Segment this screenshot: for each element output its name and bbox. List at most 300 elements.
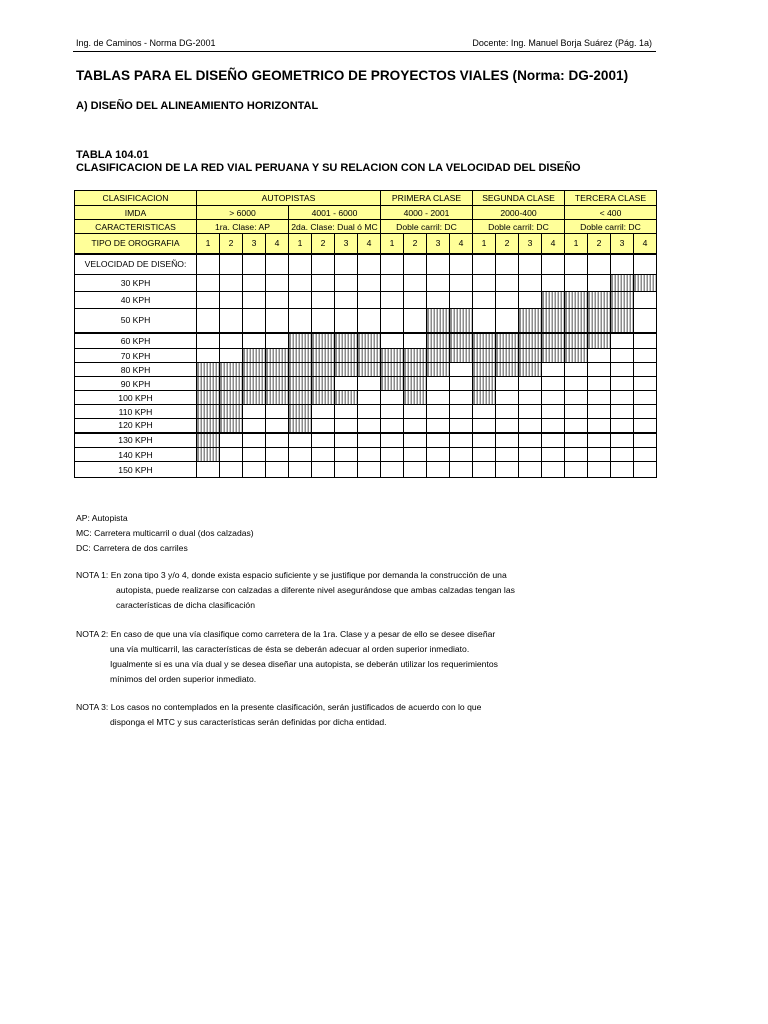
empty-cell — [335, 433, 358, 448]
empty-cell — [381, 292, 404, 309]
empty-cell — [450, 405, 473, 419]
empty-cell — [611, 419, 634, 433]
orografia-5: 1 — [289, 234, 312, 254]
shaded-cell — [197, 363, 220, 377]
shaded-cell — [519, 333, 542, 349]
shaded-cell — [358, 349, 381, 363]
empty-cell — [381, 333, 404, 349]
orografia-4: 4 — [266, 234, 289, 254]
empty-cell — [220, 333, 243, 349]
empty-cell — [289, 275, 312, 292]
speed-label: 110 KPH — [75, 405, 197, 419]
imda-primera: 4000 - 2001 — [381, 206, 473, 220]
empty-cell — [266, 433, 289, 448]
empty-cell — [404, 433, 427, 448]
nota-3-line-2: disponga el MTC y sus características serán definidas por dicha entidad. — [110, 717, 387, 727]
shaded-cell — [473, 349, 496, 363]
shaded-cell — [197, 377, 220, 391]
velocidad-empty-cell — [473, 254, 496, 275]
empty-cell — [427, 419, 450, 433]
shaded-cell — [473, 333, 496, 349]
empty-cell — [358, 377, 381, 391]
empty-cell — [335, 419, 358, 433]
empty-cell — [312, 419, 335, 433]
empty-cell — [312, 309, 335, 333]
empty-cell — [404, 419, 427, 433]
shaded-cell — [565, 349, 588, 363]
velocidad-empty-cell — [427, 254, 450, 275]
empty-cell — [358, 275, 381, 292]
shaded-cell — [404, 363, 427, 377]
shaded-cell — [312, 363, 335, 377]
empty-cell — [519, 405, 542, 419]
empty-cell — [611, 333, 634, 349]
empty-cell — [358, 309, 381, 333]
orografia-20: 4 — [634, 234, 657, 254]
row-clasificacion — [75, 191, 657, 206]
empty-cell — [496, 433, 519, 448]
empty-cell — [312, 405, 335, 419]
speed-row — [75, 419, 657, 433]
empty-cell — [565, 363, 588, 377]
empty-cell — [335, 377, 358, 391]
velocidad-empty-cell — [358, 254, 381, 275]
empty-cell — [634, 391, 657, 405]
empty-cell — [335, 462, 358, 478]
speed-row — [75, 275, 657, 292]
empty-cell — [496, 405, 519, 419]
empty-cell — [243, 333, 266, 349]
empty-cell — [634, 462, 657, 478]
empty-cell — [496, 377, 519, 391]
shaded-cell — [588, 333, 611, 349]
shaded-cell — [496, 363, 519, 377]
orografia-13: 1 — [473, 234, 496, 254]
shaded-cell — [358, 363, 381, 377]
nota-2-line-3: Igualmente si es una vía dual y se desea diseñar una autopista, se deberán utilizar los requerimientos — [110, 659, 498, 669]
empty-cell — [588, 448, 611, 462]
empty-cell — [266, 309, 289, 333]
header-left: Ing. de Caminos - Norma DG-2001 — [76, 38, 216, 48]
velocidad-empty-cell — [312, 254, 335, 275]
empty-cell — [266, 448, 289, 462]
caract-tercera: Doble carril: DC — [565, 220, 657, 234]
shaded-cell — [289, 349, 312, 363]
speed-row — [75, 363, 657, 377]
empty-cell — [427, 292, 450, 309]
empty-cell — [473, 309, 496, 333]
empty-cell — [565, 377, 588, 391]
speed-label: 30 KPH — [75, 275, 197, 292]
empty-cell — [565, 433, 588, 448]
shaded-cell — [243, 391, 266, 405]
empty-cell — [634, 309, 657, 333]
empty-cell — [588, 419, 611, 433]
empty-cell — [289, 309, 312, 333]
empty-cell — [450, 462, 473, 478]
empty-cell — [565, 391, 588, 405]
empty-cell — [243, 462, 266, 478]
orografia-1: 1 — [197, 234, 220, 254]
empty-cell — [381, 448, 404, 462]
empty-cell — [450, 391, 473, 405]
empty-cell — [450, 275, 473, 292]
shaded-cell — [565, 309, 588, 333]
empty-cell — [588, 433, 611, 448]
shaded-cell — [289, 391, 312, 405]
empty-cell — [588, 349, 611, 363]
shaded-cell — [542, 292, 565, 309]
shaded-cell — [381, 349, 404, 363]
empty-cell — [381, 405, 404, 419]
empty-cell — [519, 292, 542, 309]
primera-clase-header: PRIMERA CLASE — [381, 191, 473, 206]
empty-cell — [542, 448, 565, 462]
empty-cell — [519, 448, 542, 462]
orografia-16: 4 — [542, 234, 565, 254]
caract-segunda: Doble carril: DC — [473, 220, 565, 234]
imda-autopista-1: > 6000 — [197, 206, 289, 220]
speed-row — [75, 349, 657, 363]
empty-cell — [634, 349, 657, 363]
empty-cell — [634, 377, 657, 391]
speed-row — [75, 292, 657, 309]
orografia-10: 2 — [404, 234, 427, 254]
speed-label: 80 KPH — [75, 363, 197, 377]
empty-cell — [519, 419, 542, 433]
empty-cell — [220, 309, 243, 333]
empty-cell — [381, 275, 404, 292]
empty-cell — [565, 419, 588, 433]
empty-cell — [243, 419, 266, 433]
speed-row — [75, 333, 657, 349]
velocidad-empty-cell — [634, 254, 657, 275]
abbr-dc: DC: Carretera de dos carriles — [76, 543, 188, 553]
shaded-cell — [611, 275, 634, 292]
shaded-cell — [404, 391, 427, 405]
empty-cell — [542, 433, 565, 448]
empty-cell — [358, 292, 381, 309]
shaded-cell — [519, 309, 542, 333]
empty-cell — [450, 363, 473, 377]
row-velocidad-label — [75, 254, 657, 275]
empty-cell — [289, 292, 312, 309]
shaded-cell — [473, 391, 496, 405]
empty-cell — [220, 433, 243, 448]
empty-cell — [358, 405, 381, 419]
empty-cell — [197, 333, 220, 349]
empty-cell — [266, 462, 289, 478]
orografia-6: 2 — [312, 234, 335, 254]
empty-cell — [634, 333, 657, 349]
empty-cell — [243, 448, 266, 462]
empty-cell — [542, 462, 565, 478]
empty-cell — [197, 309, 220, 333]
nota-1-line-2: autopista, puede realizarse con calzadas a diferente nivel asegurándose que ambas calzadas tengan las — [116, 585, 515, 595]
empty-cell — [404, 292, 427, 309]
speed-label: 150 KPH — [75, 462, 197, 478]
shaded-cell — [542, 333, 565, 349]
shaded-cell — [220, 391, 243, 405]
empty-cell — [197, 349, 220, 363]
empty-cell — [404, 448, 427, 462]
speed-label: 140 KPH — [75, 448, 197, 462]
shaded-cell — [289, 419, 312, 433]
autopistas-header: AUTOPISTAS — [197, 191, 381, 206]
shaded-cell — [427, 363, 450, 377]
shaded-cell — [266, 391, 289, 405]
empty-cell — [266, 405, 289, 419]
abbr-ap: AP: Autopista — [76, 513, 128, 523]
empty-cell — [473, 419, 496, 433]
shaded-cell — [565, 292, 588, 309]
empty-cell — [404, 462, 427, 478]
abbreviations — [76, 511, 254, 556]
empty-cell — [266, 419, 289, 433]
empty-cell — [289, 433, 312, 448]
orografia-3: 3 — [243, 234, 266, 254]
empty-cell — [473, 448, 496, 462]
empty-cell — [565, 405, 588, 419]
shaded-cell — [266, 349, 289, 363]
segunda-clase-header: SEGUNDA CLASE — [473, 191, 565, 206]
empty-cell — [611, 349, 634, 363]
empty-cell — [335, 448, 358, 462]
empty-cell — [588, 363, 611, 377]
empty-cell — [197, 275, 220, 292]
speed-row — [75, 462, 657, 478]
caract-autopista-2: 2da. Clase: Dual ó MC — [289, 220, 381, 234]
empty-cell — [243, 309, 266, 333]
shaded-cell — [220, 377, 243, 391]
empty-cell — [312, 462, 335, 478]
empty-cell — [197, 462, 220, 478]
empty-cell — [496, 448, 519, 462]
nota-2-line-4: mínimos del orden superior inmediato. — [110, 674, 257, 684]
empty-cell — [427, 275, 450, 292]
shaded-cell — [312, 349, 335, 363]
speed-label: 70 KPH — [75, 349, 197, 363]
empty-cell — [634, 433, 657, 448]
speed-row — [75, 433, 657, 448]
empty-cell — [519, 391, 542, 405]
empty-cell — [634, 448, 657, 462]
shaded-cell — [381, 363, 404, 377]
shaded-cell — [450, 309, 473, 333]
empty-cell — [427, 433, 450, 448]
tercera-clase-header: TERCERA CLASE — [565, 191, 657, 206]
speed-label: 90 KPH — [75, 377, 197, 391]
empty-cell — [611, 448, 634, 462]
shaded-cell — [496, 349, 519, 363]
orografia-7: 3 — [335, 234, 358, 254]
empty-cell — [427, 448, 450, 462]
shaded-cell — [243, 377, 266, 391]
shaded-cell — [496, 333, 519, 349]
shaded-cell — [542, 349, 565, 363]
empty-cell — [519, 275, 542, 292]
shaded-cell — [289, 363, 312, 377]
section-title: A) DISEÑO DEL ALINEAMIENTO HORIZONTAL — [76, 100, 319, 112]
orografia-9: 1 — [381, 234, 404, 254]
caract-autopista-1: 1ra. Clase: AP — [197, 220, 289, 234]
shaded-cell — [220, 363, 243, 377]
shaded-cell — [404, 377, 427, 391]
velocidad-empty-cell — [542, 254, 565, 275]
row-caracteristicas — [75, 220, 657, 234]
empty-cell — [588, 462, 611, 478]
orografia-17: 1 — [565, 234, 588, 254]
speed-label: 130 KPH — [75, 433, 197, 448]
empty-cell — [496, 462, 519, 478]
shaded-cell — [197, 419, 220, 433]
orografia-14: 2 — [496, 234, 519, 254]
nota-2-line-2: una vía multicarril, las características de ésta se deberán adecuar al orden superior inmediato. — [110, 644, 470, 654]
empty-cell — [335, 292, 358, 309]
shaded-cell — [243, 349, 266, 363]
empty-cell — [220, 448, 243, 462]
shaded-cell — [335, 391, 358, 405]
shaded-cell — [335, 333, 358, 349]
shaded-cell — [289, 377, 312, 391]
empty-cell — [496, 292, 519, 309]
velocidad-empty-cell — [565, 254, 588, 275]
velocidad-empty-cell — [266, 254, 289, 275]
empty-cell — [542, 377, 565, 391]
empty-cell — [220, 292, 243, 309]
orografia-11: 3 — [427, 234, 450, 254]
empty-cell — [220, 462, 243, 478]
header-divider — [73, 51, 656, 52]
empty-cell — [542, 391, 565, 405]
abbr-mc: MC: Carretera multicarril o dual (dos calzadas) — [76, 528, 254, 538]
empty-cell — [243, 275, 266, 292]
empty-cell — [496, 419, 519, 433]
imda-segunda: 2000-400 — [473, 206, 565, 220]
empty-cell — [519, 462, 542, 478]
shaded-cell — [220, 405, 243, 419]
empty-cell — [243, 433, 266, 448]
nota-1 — [76, 568, 636, 613]
shaded-cell — [197, 433, 220, 448]
empty-cell — [404, 405, 427, 419]
speed-label: 60 KPH — [75, 333, 197, 349]
empty-cell — [335, 309, 358, 333]
empty-cell — [289, 448, 312, 462]
empty-cell — [450, 292, 473, 309]
empty-cell — [473, 462, 496, 478]
imda-tercera: < 400 — [565, 206, 657, 220]
row-tipo-orografia — [75, 234, 657, 254]
imda-autopista-2: 4001 - 6000 — [289, 206, 381, 220]
shaded-cell — [519, 363, 542, 377]
orografia-8: 4 — [358, 234, 381, 254]
shaded-cell — [289, 405, 312, 419]
table-caption — [76, 149, 581, 175]
empty-cell — [450, 448, 473, 462]
empty-cell — [335, 275, 358, 292]
velocidad-empty-cell — [289, 254, 312, 275]
shaded-cell — [565, 333, 588, 349]
empty-cell — [565, 275, 588, 292]
shaded-cell — [335, 349, 358, 363]
shaded-cell — [519, 349, 542, 363]
empty-cell — [565, 448, 588, 462]
shaded-cell — [197, 448, 220, 462]
empty-cell — [312, 433, 335, 448]
shaded-cell — [542, 309, 565, 333]
empty-cell — [496, 391, 519, 405]
velocidad-label: VELOCIDAD DE DISEÑO: — [75, 254, 197, 275]
speed-label: 50 KPH — [75, 309, 197, 333]
shaded-cell — [427, 309, 450, 333]
empty-cell — [473, 292, 496, 309]
empty-cell — [588, 391, 611, 405]
empty-cell — [634, 419, 657, 433]
shaded-cell — [611, 309, 634, 333]
empty-cell — [358, 433, 381, 448]
empty-cell — [381, 462, 404, 478]
empty-cell — [197, 292, 220, 309]
empty-cell — [266, 292, 289, 309]
empty-cell — [312, 292, 335, 309]
empty-cell — [611, 377, 634, 391]
nota-3 — [76, 700, 636, 730]
shaded-cell — [588, 309, 611, 333]
empty-cell — [358, 391, 381, 405]
shaded-cell — [381, 377, 404, 391]
empty-cell — [358, 419, 381, 433]
empty-cell — [381, 391, 404, 405]
empty-cell — [496, 309, 519, 333]
empty-cell — [266, 333, 289, 349]
orografia-15: 3 — [519, 234, 542, 254]
empty-cell — [243, 405, 266, 419]
nota-2 — [76, 627, 636, 687]
shaded-cell — [450, 349, 473, 363]
page-title: TABLAS PARA EL DISEÑO GEOMETRICO DE PROYECTOS VIALES (Norma: DG-2001) — [76, 68, 629, 83]
empty-cell — [312, 275, 335, 292]
empty-cell — [404, 309, 427, 333]
nota-3-line-1: NOTA 3: Los casos no contemplados en la presente clasificación, serán justificados de acuerdo con lo que — [76, 702, 482, 712]
speed-row — [75, 405, 657, 419]
empty-cell — [473, 275, 496, 292]
empty-cell — [450, 377, 473, 391]
empty-cell — [312, 448, 335, 462]
shaded-cell — [404, 349, 427, 363]
nota-2-line-1: NOTA 2: En caso de que una vía clasifique como carretera de la 1ra. Clase y a pesar de ello se desee diseñar — [76, 629, 496, 639]
empty-cell — [404, 333, 427, 349]
velocidad-empty-cell — [519, 254, 542, 275]
orografia-18: 2 — [588, 234, 611, 254]
empty-cell — [243, 292, 266, 309]
caract-primera: Doble carril: DC — [381, 220, 473, 234]
shaded-cell — [473, 363, 496, 377]
shaded-cell — [427, 333, 450, 349]
speed-label: 40 KPH — [75, 292, 197, 309]
orografia-label: TIPO DE OROGRAFIA — [75, 234, 197, 254]
velocidad-empty-cell — [243, 254, 266, 275]
empty-cell — [611, 391, 634, 405]
speed-label: 100 KPH — [75, 391, 197, 405]
shaded-cell — [266, 377, 289, 391]
clasificacion-label: CLASIFICACION — [75, 191, 197, 206]
shaded-cell — [312, 333, 335, 349]
empty-cell — [588, 405, 611, 419]
speed-label: 120 KPH — [75, 419, 197, 433]
empty-cell — [473, 405, 496, 419]
shaded-cell — [220, 419, 243, 433]
